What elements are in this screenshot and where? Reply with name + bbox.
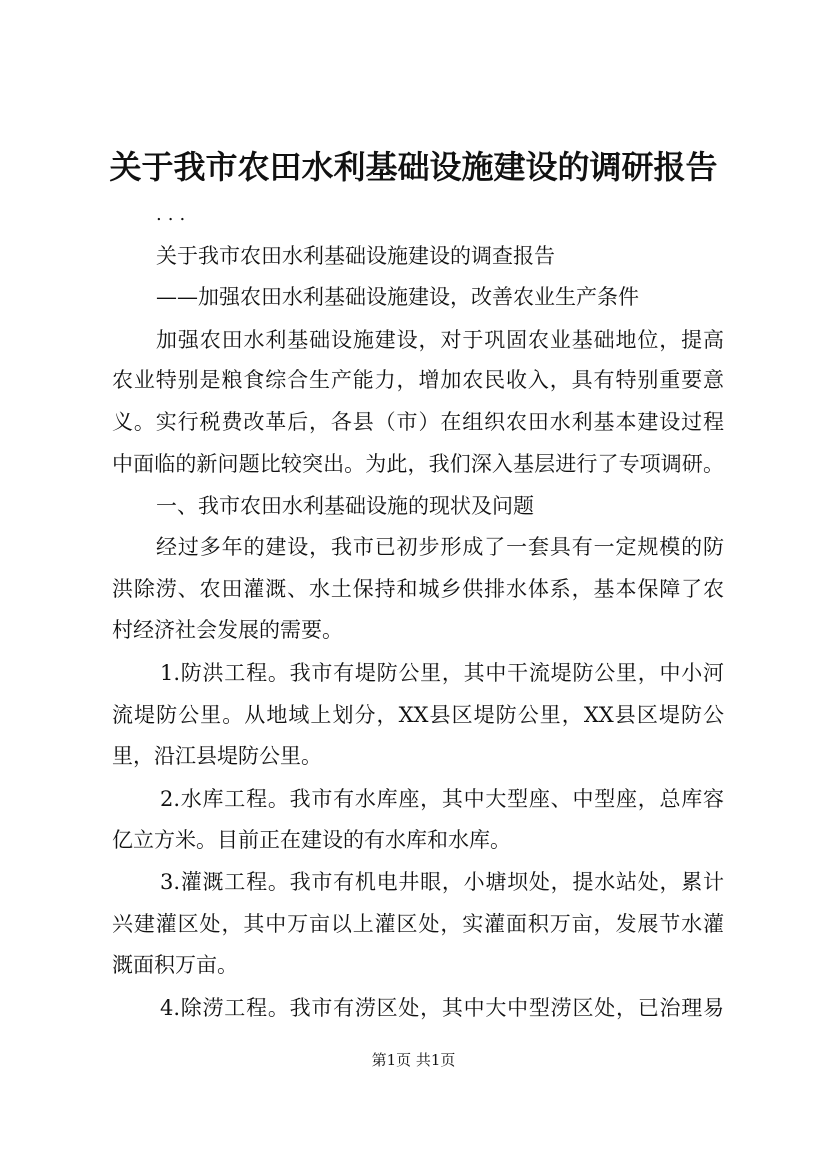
paragraph-line: 村经济社会发展的需要。 bbox=[112, 618, 343, 642]
paragraph-line: 1.防洪工程。我市有堤防公里，其中干流堤防公里，中小河 bbox=[160, 661, 724, 685]
page-footer: 第1页 共1页 bbox=[371, 1051, 456, 1069]
subtitle-line: ——加强农田水利基础设施建设，改善农业生产条件 bbox=[156, 285, 639, 309]
paragraph-line: 义。实行税费改革后，各县（市）在组织农田水利基本建设过程 bbox=[112, 410, 724, 434]
ellipsis-mark: ... bbox=[156, 204, 192, 225]
paragraph-line: 2.水库工程。我市有水库座，其中大型座、中型座，总库容 bbox=[160, 787, 724, 811]
paragraph-line: 中面临的新问题比较突出。为此，我们深入基层进行了专项调研。 bbox=[112, 452, 724, 476]
paragraph-line: 加强农田水利基础设施建设，对于巩固农业基础地位，提高 bbox=[156, 328, 724, 352]
paragraph-line: 3.灌溉工程。我市有机电井眼，小塘坝处，提水站处，累计 bbox=[160, 870, 724, 894]
paragraph-line: 洪除涝、农田灌溉、水土保持和城乡供排水体系，基本保障了农 bbox=[112, 577, 724, 601]
paragraph-line: 溉面积万亩。 bbox=[112, 953, 238, 977]
section-heading: 一、我市农田水利基础设施的现状及问题 bbox=[156, 494, 534, 518]
paragraph-line: 4.除涝工程。我市有涝区处，其中大中型涝区处，已治理易 bbox=[160, 996, 724, 1020]
paragraph-line: 兴建灌区处，其中万亩以上灌区处，实灌面积万亩，发展节水灌 bbox=[112, 912, 724, 936]
paragraph-line: 亿立方米。目前正在建设的有水库和水库。 bbox=[112, 828, 511, 852]
paragraph-line: 农业特别是粮食综合生产能力，增加农民收入，具有特别重要意 bbox=[112, 368, 724, 392]
paragraph-line: 经过多年的建设，我市已初步形成了一套具有一定规模的防 bbox=[156, 535, 724, 559]
document-title: 关于我市农田水利基础设施建设的调研报告 bbox=[109, 148, 718, 186]
paragraph-line: 里，沿江县堤防公里。 bbox=[112, 744, 322, 768]
paragraph-line: 流堤防公里。从地域上划分，XX县区堤防公里，XX县区堤防公 bbox=[112, 703, 724, 727]
subtitle-line: 关于我市农田水利基础设施建设的调查报告 bbox=[156, 244, 555, 268]
